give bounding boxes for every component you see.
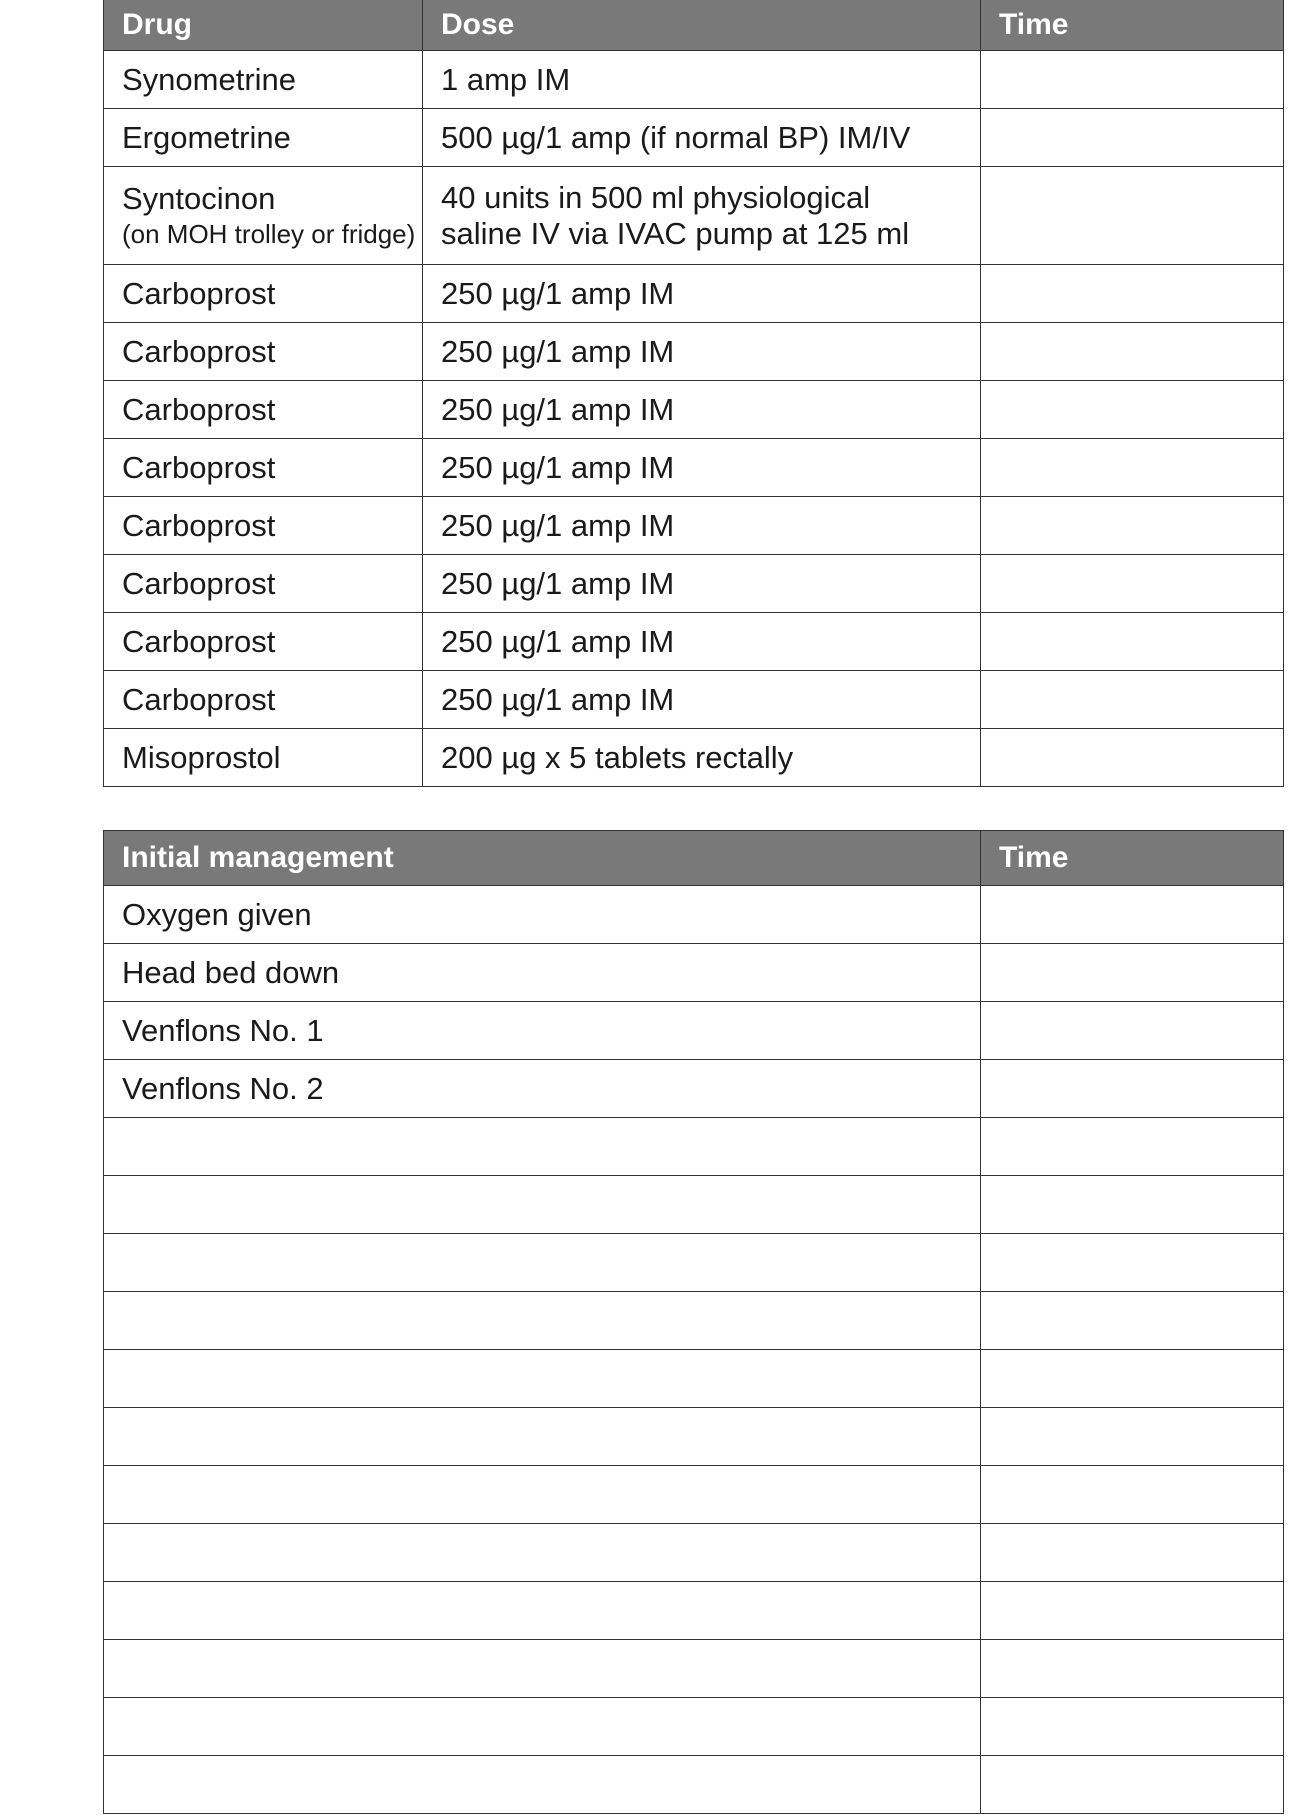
drug-name: Carboprost	[122, 623, 276, 659]
drug-column-header: Drug	[104, 0, 423, 51]
management-item-entry-cell[interactable]	[104, 1408, 981, 1466]
initial-management-column-header: Initial management	[104, 831, 981, 886]
drug-table-row	[104, 555, 1284, 613]
time-column-header: Time	[981, 831, 1284, 886]
management-item-entry-cell[interactable]	[104, 1234, 981, 1292]
dose-text: 250 µg/1 amp IM	[441, 565, 675, 601]
time-entry-cell[interactable]	[981, 167, 1284, 265]
drug-table-row	[104, 109, 1284, 167]
management-blank-row	[104, 1698, 1284, 1756]
time-entry-cell[interactable]	[981, 1292, 1284, 1350]
drug-cell	[104, 51, 423, 109]
initial-management-table	[103, 830, 1284, 1814]
dose-cell	[423, 167, 981, 265]
time-entry-cell[interactable]	[981, 1002, 1284, 1060]
time-entry-cell[interactable]	[981, 1582, 1284, 1640]
dose-text: 250 µg/1 amp IM	[441, 333, 675, 369]
drug-table-body	[104, 51, 1284, 787]
drug-table-header-row	[104, 0, 1284, 51]
drug-name: Syntocinon	[122, 180, 276, 216]
time-entry-cell[interactable]	[981, 1408, 1284, 1466]
management-item-cell: Head bed down	[104, 944, 981, 1002]
dose-column-header: Dose	[423, 0, 981, 51]
dose-cell	[423, 555, 981, 613]
management-blank-row	[104, 1118, 1284, 1176]
drug-name: Carboprost	[122, 565, 276, 601]
drug-cell	[104, 323, 423, 381]
dose-cell	[423, 265, 981, 323]
drug-table-row	[104, 265, 1284, 323]
time-entry-cell[interactable]	[981, 729, 1284, 787]
drug-cell	[104, 497, 423, 555]
dose-text: 500 µg/1 amp (if normal BP) IM/IV	[441, 119, 911, 155]
dose-text: 250 µg/1 amp IM	[441, 275, 675, 311]
time-entry-cell[interactable]	[981, 944, 1284, 1002]
dose-text: 250 µg/1 amp IM	[441, 681, 675, 717]
management-item-cell: Oxygen given	[104, 886, 981, 944]
management-item-cell: Venflons No. 1	[104, 1002, 981, 1060]
dose-text: 40 units in 500 ml physiological	[441, 179, 871, 215]
drug-table-row	[104, 497, 1284, 555]
drug-cell	[104, 167, 423, 265]
management-blank-row	[104, 1524, 1284, 1582]
drug-cell	[104, 265, 423, 323]
drug-cell	[104, 729, 423, 787]
drug-table	[103, 0, 1284, 787]
time-entry-cell[interactable]	[981, 1060, 1284, 1118]
drug-cell	[104, 381, 423, 439]
time-entry-cell[interactable]	[981, 1350, 1284, 1408]
time-entry-cell[interactable]	[981, 1698, 1284, 1756]
management-blank-row	[104, 1350, 1284, 1408]
management-item-entry-cell[interactable]	[104, 1118, 981, 1176]
drug-table-row	[104, 729, 1284, 787]
dose-text: 1 amp IM	[441, 61, 571, 97]
dose-text-continued: saline IV via IVAC pump at 125 ml	[441, 215, 910, 251]
drug-table-row	[104, 671, 1284, 729]
drug-table-row	[104, 439, 1284, 497]
management-blank-row	[104, 1466, 1284, 1524]
time-entry-cell[interactable]	[981, 497, 1284, 555]
time-entry-cell[interactable]	[981, 613, 1284, 671]
drug-name: Misoprostol	[122, 739, 281, 775]
management-table-row	[104, 886, 1284, 944]
time-entry-cell[interactable]	[981, 1118, 1284, 1176]
drug-table-row	[104, 323, 1284, 381]
time-entry-cell[interactable]	[981, 439, 1284, 497]
management-item-entry-cell[interactable]	[104, 1698, 981, 1756]
dose-cell	[423, 381, 981, 439]
dose-text: 250 µg/1 amp IM	[441, 507, 675, 543]
time-entry-cell[interactable]	[981, 109, 1284, 167]
dose-cell	[423, 671, 981, 729]
drug-name: Carboprost	[122, 275, 276, 311]
drug-cell	[104, 671, 423, 729]
time-entry-cell[interactable]	[981, 886, 1284, 944]
dose-cell	[423, 439, 981, 497]
time-entry-cell[interactable]	[981, 265, 1284, 323]
dose-text: 250 µg/1 amp IM	[441, 391, 675, 427]
dose-cell	[423, 323, 981, 381]
management-item-entry-cell[interactable]	[104, 1292, 981, 1350]
time-entry-cell[interactable]	[981, 51, 1284, 109]
dose-text: 250 µg/1 amp IM	[441, 623, 675, 659]
drug-table-row	[104, 613, 1284, 671]
drug-name: Carboprost	[122, 507, 276, 543]
drug-table-row	[104, 167, 1284, 265]
management-item-entry-cell[interactable]	[104, 1640, 981, 1698]
dose-cell	[423, 729, 981, 787]
management-item-entry-cell[interactable]	[104, 1582, 981, 1640]
dose-text: 250 µg/1 amp IM	[441, 449, 675, 485]
drug-cell	[104, 439, 423, 497]
dose-cell	[423, 51, 981, 109]
time-entry-cell[interactable]	[981, 555, 1284, 613]
time-entry-cell[interactable]	[981, 1524, 1284, 1582]
time-column-header: Time	[981, 0, 1284, 51]
management-item-entry-cell[interactable]	[104, 1756, 981, 1814]
management-blank-row	[104, 1756, 1284, 1814]
time-entry-cell[interactable]	[981, 1640, 1284, 1698]
drug-table-row	[104, 381, 1284, 439]
drug-table-row	[104, 51, 1284, 109]
management-blank-row	[104, 1640, 1284, 1698]
drug-name: Ergometrine	[122, 119, 291, 155]
management-table-body	[104, 886, 1284, 1814]
management-table-row	[104, 944, 1284, 1002]
management-table-header-row	[104, 831, 1284, 886]
management-table-row	[104, 1002, 1284, 1060]
drug-name: Carboprost	[122, 391, 276, 427]
dose-cell	[423, 497, 981, 555]
management-item-cell: Venflons No. 2	[104, 1060, 981, 1118]
management-item-entry-cell[interactable]	[104, 1176, 981, 1234]
drug-cell	[104, 613, 423, 671]
drug-name: Synometrine	[122, 61, 297, 97]
time-entry-cell[interactable]	[981, 381, 1284, 439]
dose-cell	[423, 613, 981, 671]
management-blank-row	[104, 1176, 1284, 1234]
dose-text: 200 µg x 5 tablets rectally	[441, 739, 794, 775]
drug-name: Carboprost	[122, 681, 276, 717]
management-item-entry-cell[interactable]	[104, 1466, 981, 1524]
time-entry-cell[interactable]	[981, 671, 1284, 729]
management-blank-row	[104, 1234, 1284, 1292]
time-entry-cell[interactable]	[981, 1234, 1284, 1292]
management-blank-row	[104, 1582, 1284, 1640]
drug-name: Carboprost	[122, 333, 276, 369]
time-entry-cell[interactable]	[981, 1756, 1284, 1814]
time-entry-cell[interactable]	[981, 323, 1284, 381]
drug-name: Carboprost	[122, 449, 276, 485]
dose-cell	[423, 109, 981, 167]
drug-cell	[104, 555, 423, 613]
management-blank-row	[104, 1292, 1284, 1350]
management-item-entry-cell[interactable]	[104, 1350, 981, 1408]
management-table-row	[104, 1060, 1284, 1118]
management-blank-row	[104, 1408, 1284, 1466]
management-item-entry-cell[interactable]	[104, 1524, 981, 1582]
drug-location-note: (on MOH trolley or fridge)	[122, 219, 416, 250]
time-entry-cell[interactable]	[981, 1176, 1284, 1234]
drug-cell	[104, 109, 423, 167]
time-entry-cell[interactable]	[981, 1466, 1284, 1524]
